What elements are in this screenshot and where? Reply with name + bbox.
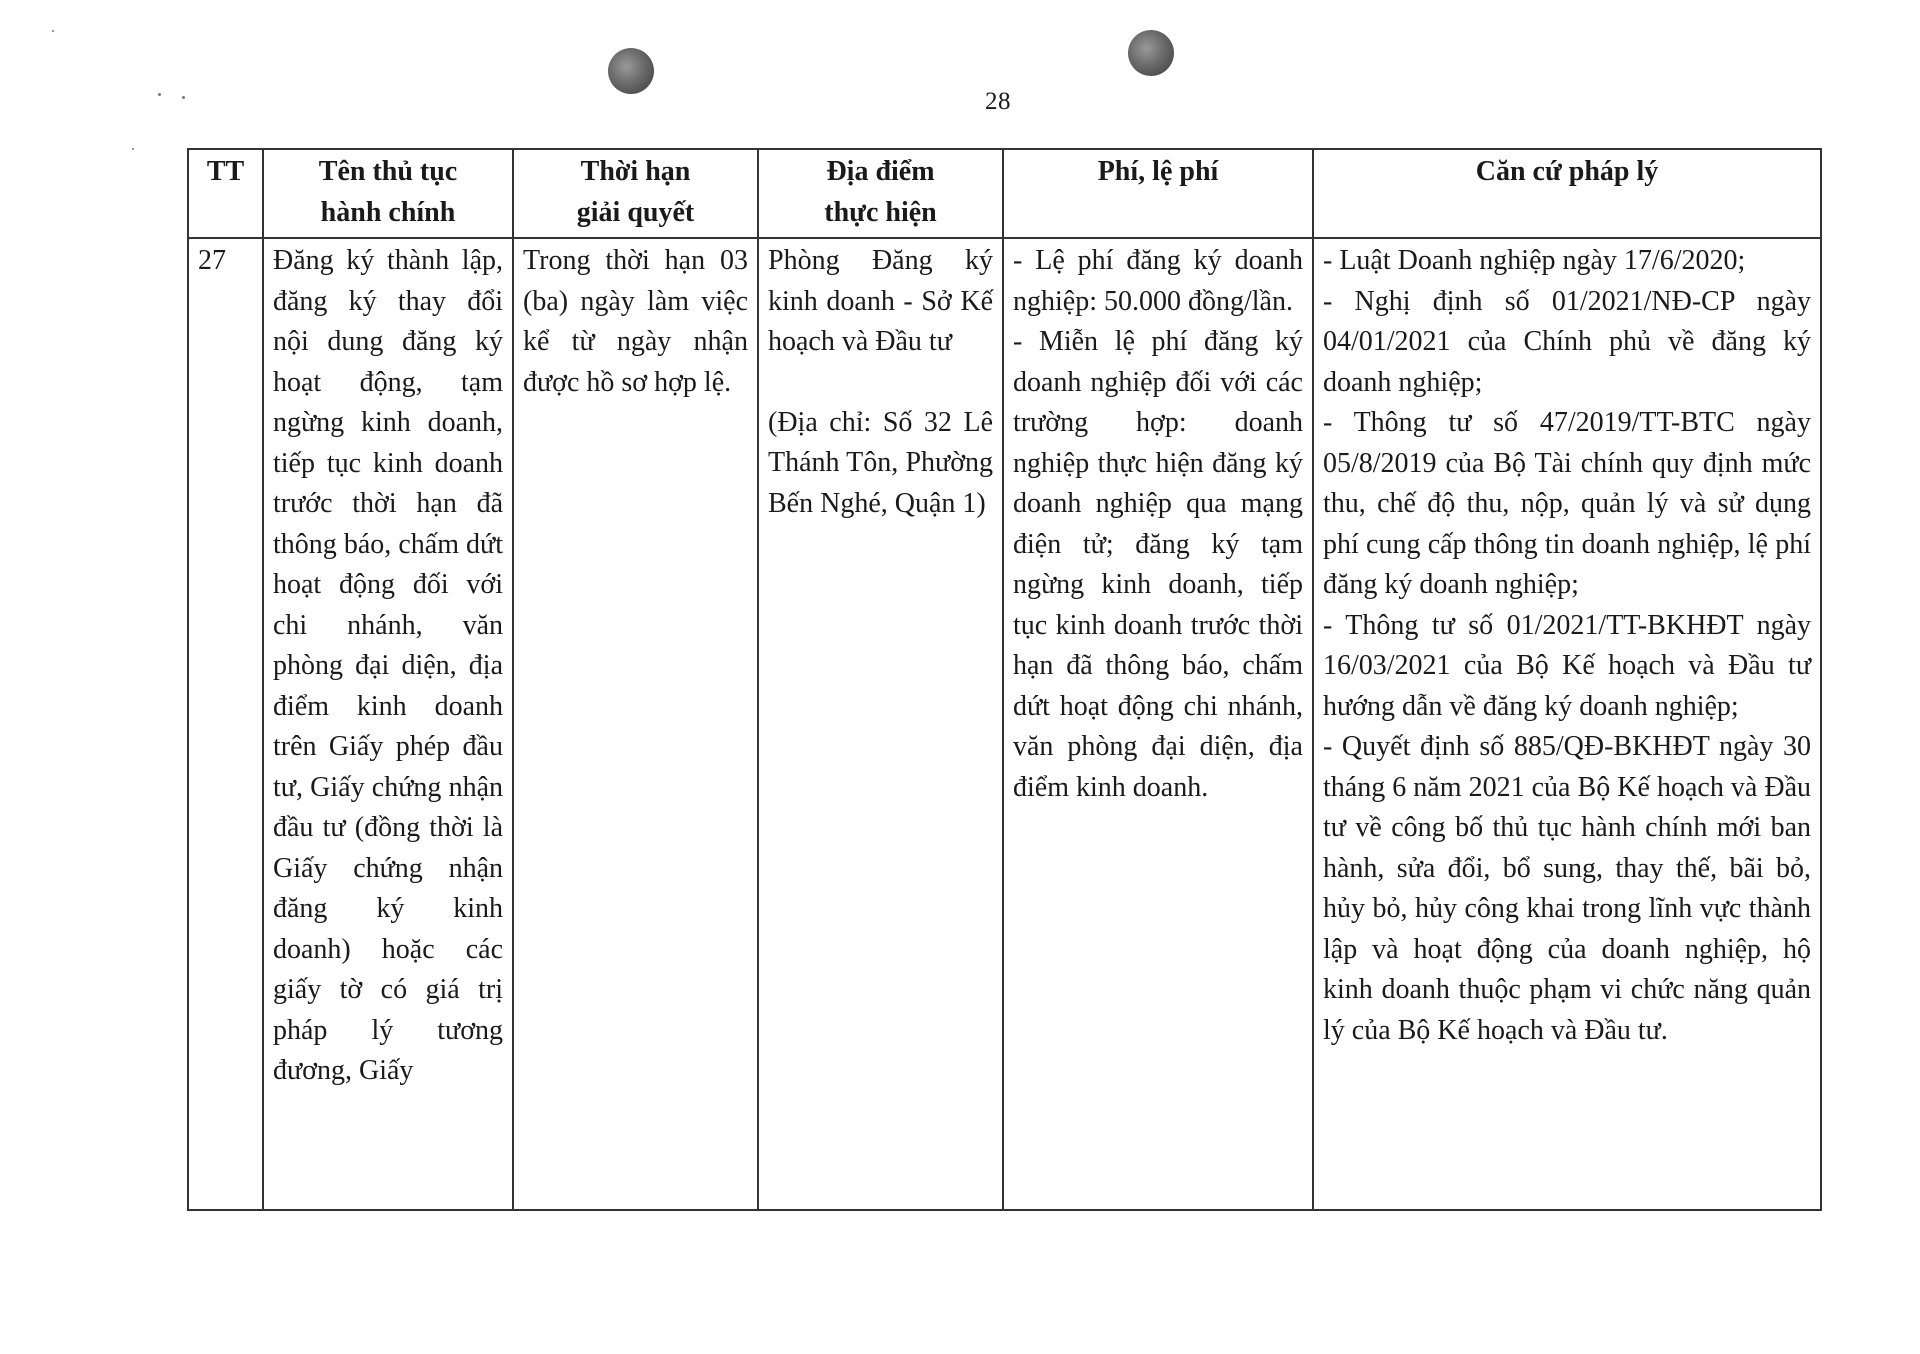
header-procedure-name: Tên thủ tục hành chính: [263, 149, 513, 238]
legal-item: - Thông tư số 01/2021/TT-BKHĐT ngày 16/03/2021 của Bộ Kế hoạch và Đầu tư hướng dẫn về đăng ký doanh nghiệp;: [1323, 609, 1811, 722]
legal-item: - Nghị định số 01/2021/NĐ-CP ngày 04/01/2021 của Chính phủ về đăng ký doanh nghiệp;: [1323, 285, 1811, 398]
scan-speck: [52, 30, 54, 32]
location-cell: [758, 238, 1003, 1210]
legal-item: - Luật Doanh nghiệp ngày 17/6/2020;: [1323, 245, 1746, 276]
table-header-row: [188, 149, 1821, 238]
location-spacer: [768, 363, 993, 403]
fee-item: - Lệ phí đăng ký doanh nghiệp: 50.000 đồng/lần.: [1013, 245, 1303, 317]
fee-item: - Miễn lệ phí đăng ký doanh nghiệp đối với các trường hợp: doanh nghiệp thực hiện đăng ký doanh nghiệp qua mạng điện tử; đăng ký tạm ngừng kinh doanh, tiếp tục kinh doanh trước thời hạn đã thông báo, chấm dứt hoạt động chi nhánh, văn phòng đại diện, địa điểm kinh doanh.: [1013, 326, 1303, 803]
punch-hole-left: [608, 48, 654, 94]
table-row: [188, 238, 1821, 1210]
fees-cell: [1003, 238, 1313, 1210]
location-address: (Địa chỉ: Số 32 Lê Thánh Tôn, Phường Bến Nghé, Quận 1): [768, 406, 993, 519]
legal-item: - Quyết định số 885/QĐ-BKHĐT ngày 30 tháng 6 năm 2021 của Bộ Kế hoạch và Đầu tư về công bố thủ tục hành chính mới ban hành, sửa đổi, bổ sung, thay thế, bãi bỏ, hủy bỏ, hủy công khai trong lĩnh vực thành lập và hoạt động của doanh nghiệp, hộ kinh doanh thuộc phạm vi chức năng quản lý của Bộ Kế hoạch và Đầu tư.: [1323, 731, 1811, 1046]
legal-basis-cell: [1313, 238, 1821, 1210]
punch-hole-right: [1128, 30, 1174, 76]
scan-speck: [132, 148, 134, 150]
deadline-text: Trong thời hạn 03 (ba) ngày làm việc kể từ ngày nhận được hồ sơ hợp lệ.: [513, 238, 758, 1210]
scan-speck: [182, 96, 185, 99]
page-number: 28: [985, 88, 1011, 115]
row-number: 27: [188, 238, 263, 1210]
header-location: Địa điểm thực hiện: [758, 149, 1003, 238]
legal-item: - Thông tư số 47/2019/TT-BTC ngày 05/8/2019 của Bộ Tài chính quy định mức thu, chế độ thu, nộp, quản lý và sử dụng phí cung cấp thông tin doanh nghiệp, lệ phí đăng ký doanh nghiệp;: [1323, 407, 1811, 600]
procedure-name: Đăng ký thành lập, đăng ký thay đổi nội dung đăng ký hoạt động, tạm ngừng kinh doanh, tiếp tục kinh doanh trước thời hạn đã thông báo, chấm dứt hoạt động đối với chi nhánh, văn phòng đại diện, địa điểm kinh doanh trên Giấy phép đầu tư, Giấy chứng nhận đầu tư (đồng thời là Giấy chứng nhận đăng ký kinh doanh) hoặc các giấy tờ có giá trị pháp lý tương đương, Giấy: [263, 238, 513, 1210]
header-legal-basis: Căn cứ pháp lý: [1313, 149, 1821, 238]
location-office: Phòng Đăng ký kinh doanh - Sở Kế hoạch và Đầu tư: [768, 245, 993, 357]
header-tt: TT: [188, 149, 263, 238]
header-deadline: Thời hạn giải quyết: [513, 149, 758, 238]
scan-speck: [158, 93, 161, 96]
header-fees: Phí, lệ phí: [1003, 149, 1313, 238]
procedures-table: [187, 148, 1822, 1211]
